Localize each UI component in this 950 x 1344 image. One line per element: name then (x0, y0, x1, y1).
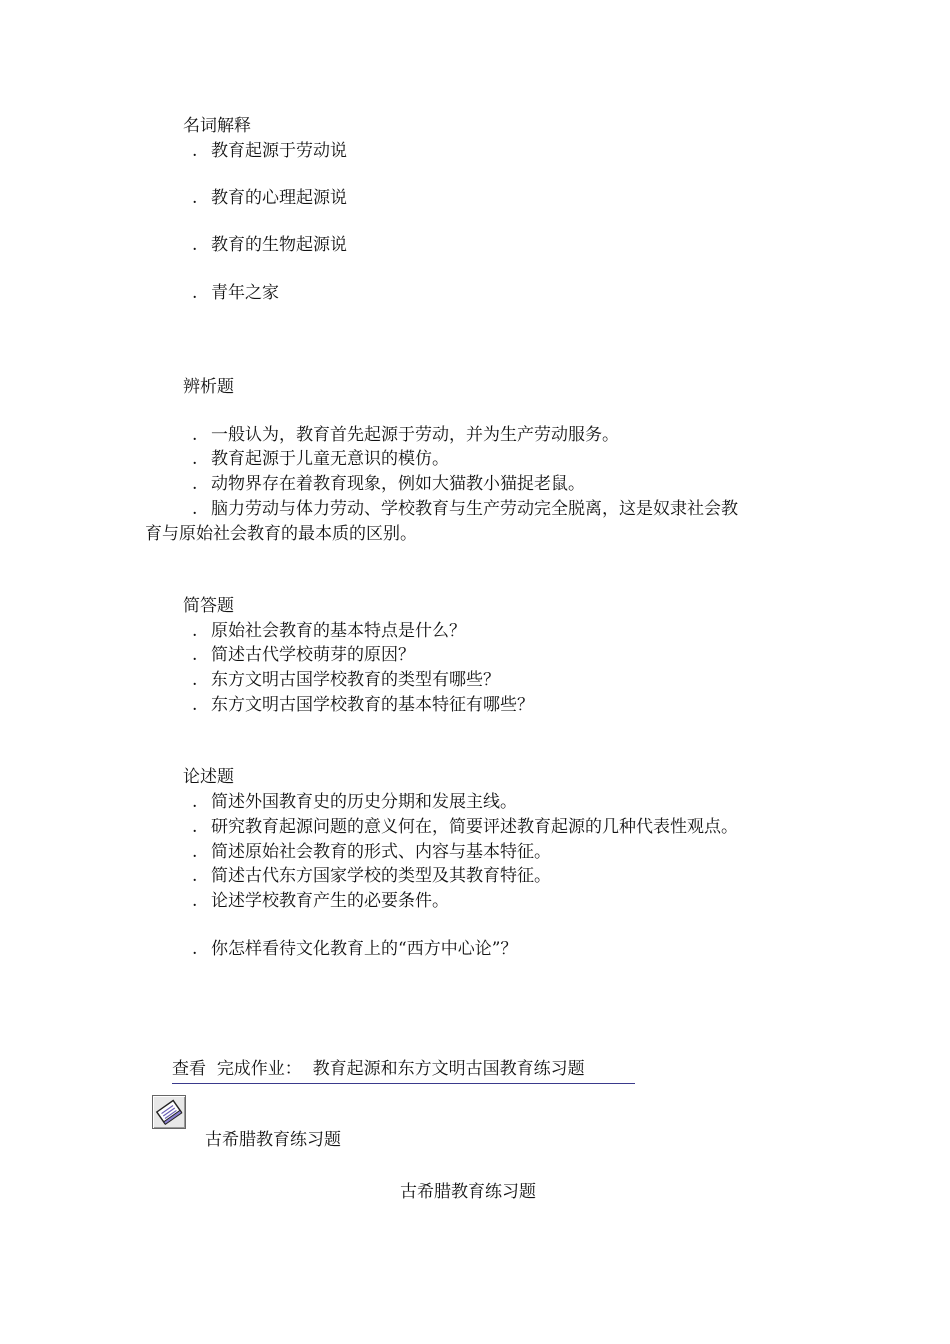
bullet: . (192, 188, 198, 208)
list-item: . 脑力劳动与体力劳动、学校教育与生产劳动完全脱离，这是奴隶社会教 (183, 497, 738, 521)
section-heading-short-answer: 简答题 (183, 596, 234, 616)
list-item: . 教育的心理起源说 (183, 186, 347, 210)
homework-label[interactable]: 完成作业： (216, 1059, 302, 1079)
list-item: . 教育的生物起源说 (183, 233, 347, 257)
list-item: . 教育起源于劳动说 (183, 139, 347, 163)
bullet: . (192, 645, 198, 665)
list-item: . 东方文明古国学校教育的基本特征有哪些？ (183, 693, 534, 717)
list-item: . 简述古代东方国家学校的类型及其教育特征。 (183, 864, 551, 888)
bullet: . (192, 449, 198, 469)
bullet: . (192, 283, 198, 303)
section-heading-terms: 名词解释 (183, 116, 251, 136)
list-item: . 教育起源于儿童无意识的模仿。 (183, 447, 449, 471)
list-item: . 论述学校教育产生的必要条件。 (183, 889, 449, 913)
next-exercise-title: 古希腊教育练习题 (400, 1182, 536, 1202)
list-item-continuation: 育与原始社会教育的最本质的区别。 (145, 524, 417, 544)
list-item: . 简述古代学校萌芽的原因？ (183, 643, 415, 667)
bullet: . (192, 792, 198, 812)
bullet: . (192, 817, 198, 837)
section-heading-analysis: 辨析题 (183, 377, 234, 397)
list-item: . 原始社会教育的基本特点是什么？ (183, 619, 466, 643)
list-item: . 简述外国教育史的历史分期和发展主线。 (183, 790, 517, 814)
list-item: . 简述原始社会教育的形式、内容与基本特征。 (183, 840, 551, 864)
homework-title[interactable]: 教育起源和东方文明古国教育练习题 (312, 1059, 585, 1079)
homework-link[interactable] (172, 1057, 635, 1084)
list-item: . 动物界存在着教育现象，例如大猫教小猫捉老鼠。 (183, 472, 585, 496)
bullet: . (192, 866, 198, 886)
list-item: . 研究教育起源问题的意义何在，简要评述教育起源的几种代表性观点。 (183, 815, 738, 839)
bullet: . (192, 670, 198, 690)
list-item: . 东方文明古国学校教育的类型有哪些？ (183, 668, 500, 692)
next-exercise-label[interactable]: 古希腊教育练习题 (205, 1130, 341, 1150)
bullet: . (192, 842, 198, 862)
bullet: . (192, 695, 198, 715)
list-item: . 一般认为，教育首先起源于劳动，并为生产劳动服务。 (183, 423, 619, 447)
list-item: . 你怎样看待文化教育上的“西方中心论”？ (183, 937, 517, 961)
bullet: . (192, 939, 198, 959)
notebook-icon[interactable] (152, 1095, 186, 1129)
bullet: . (192, 621, 198, 641)
bullet: . (192, 141, 198, 161)
section-heading-essay: 论述题 (183, 767, 234, 787)
view-link[interactable]: 查看 (172, 1059, 206, 1079)
list-item: . 青年之家 (183, 281, 279, 305)
bullet: . (192, 474, 198, 494)
bullet: . (192, 235, 198, 255)
bullet: . (192, 425, 198, 445)
bullet: . (192, 499, 198, 519)
bullet: . (192, 891, 198, 911)
